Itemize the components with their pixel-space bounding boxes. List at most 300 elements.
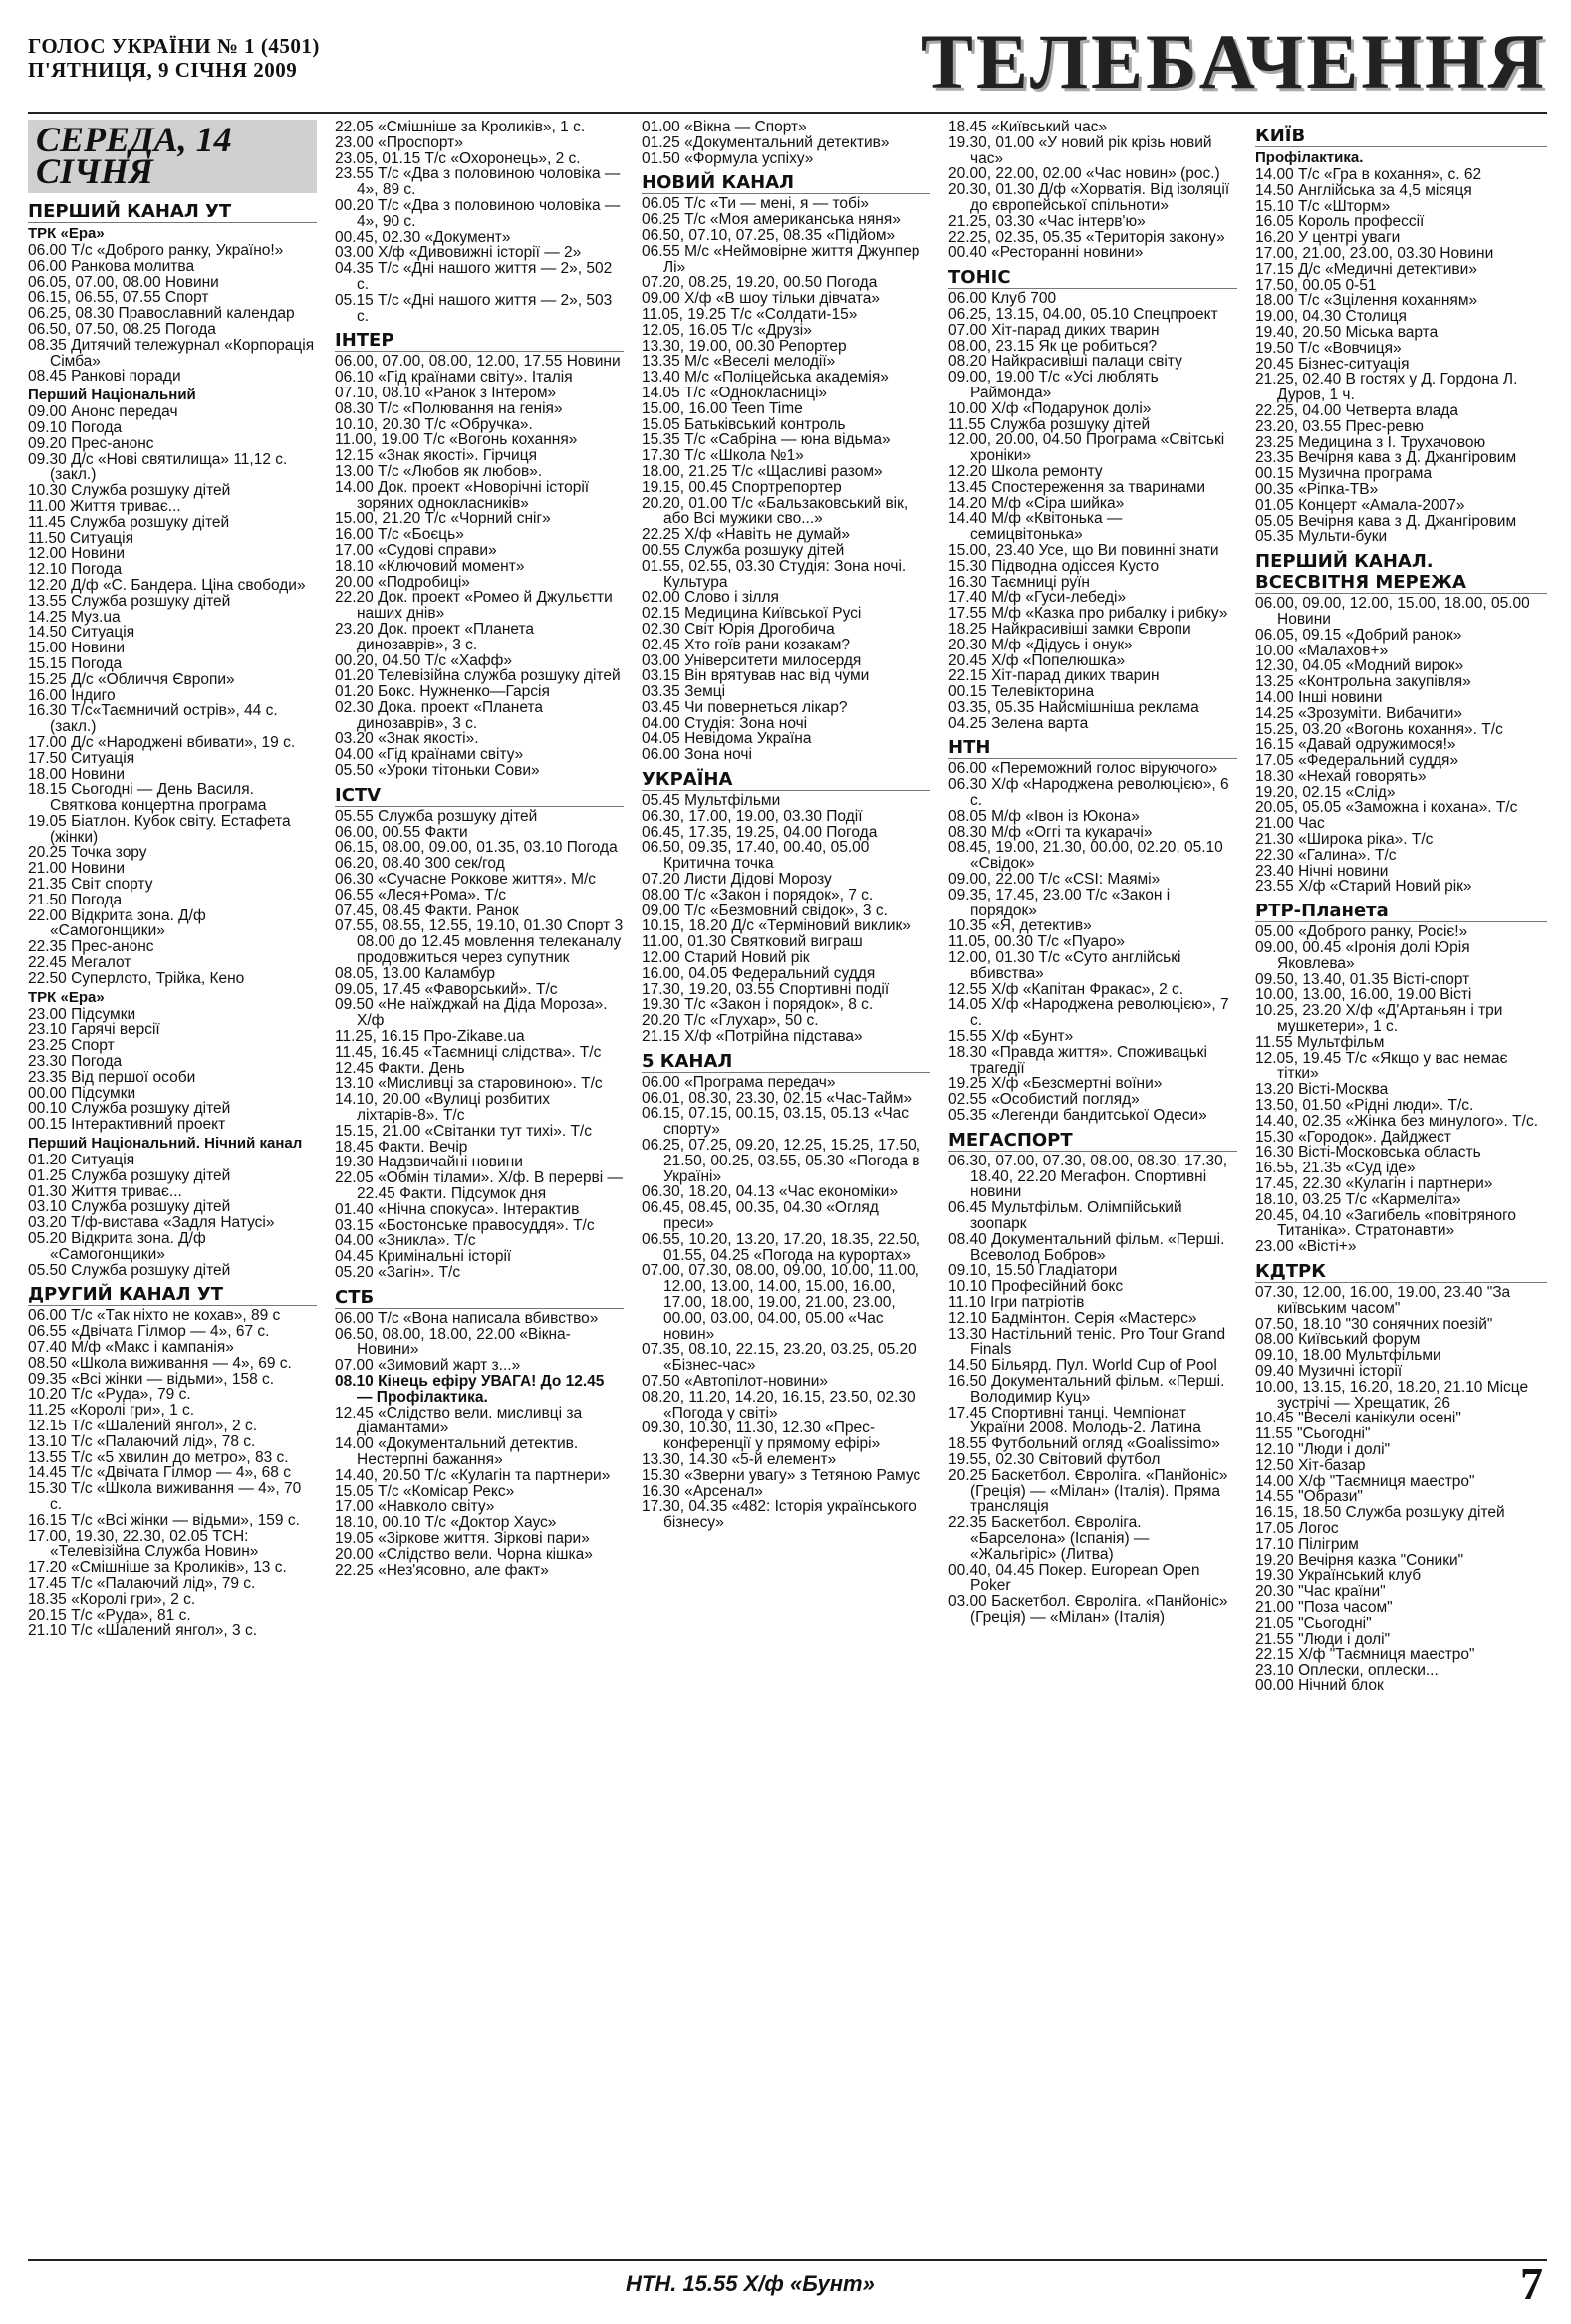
listing-line: 08.45, 19.00, 21.30, 00.00, 02.20, 05.10 «Свідок» (948, 839, 1223, 873)
listing-line: 01.30 Життя триває... (28, 1182, 182, 1200)
listing-line: 23.25 Спорт (28, 1037, 115, 1055)
listing-line: 08.20, 11.20, 14.20, 16.15, 23.50, 02.30 «Погода у світі» (642, 1388, 916, 1421)
listing-line: 06.55, 10.20, 13.20, 17.20, 18.35, 22.50, 01.55, 04.25 «Погода на курортах» (642, 1230, 921, 1264)
listing-line: 17.45 Спортивні танці. Чемпіонат України 2008. Молодь-2. Латина (948, 1404, 1201, 1437)
listing-line: 08.30 М/ф «Оггі та кукарачі» (948, 823, 1153, 841)
listing-line: 13.00 Т/с «Любов як любов». (335, 462, 543, 480)
listing-line: 16.00, 04.05 Федеральний суддя (642, 964, 876, 982)
listing-line: 17.40 М/ф «Гуси-лебеді» (948, 589, 1127, 607)
listing-line: 05.45 Мультфільми (642, 792, 781, 810)
listing-line: 06.01, 08.30, 23.30, 02.15 «Час-Тайм» (642, 1089, 913, 1107)
listing-line: 22.45 Мегалот (28, 954, 131, 972)
listing-line: 16.15 «Давай одружимося!» (1255, 736, 1456, 754)
listing-line: 12.00 Старий Новий рік (642, 949, 810, 967)
listing-line: 01.25 «Документальний детектив» (642, 133, 890, 151)
listing-line: 04.25 Зелена варта (948, 714, 1089, 732)
channel-subheading: Перший Національний. Нічний канал (28, 1135, 303, 1153)
listing-line: 12.00, 20.00, 04.50 Програма «Світські хроніки» (948, 431, 1225, 465)
listing-line: 06.50, 09.35, 17.40, 00.40, 05.00 Критична точка (642, 839, 870, 873)
listing-line: 06.45, 08.45, 00.35, 04.30 «Огляд преси» (642, 1199, 879, 1232)
listing-line: 23.35 Вечірня кава з Д. Джангіровим (1255, 449, 1517, 467)
listing-line: 17.00, 21.00, 23.00, 03.30 Новини (1255, 244, 1494, 262)
listing-line: 10.30 Служба розшуку дітей (28, 482, 231, 500)
page-footer (28, 2259, 1547, 2311)
listing-line: 06.30 Х/ф «Народжена революцією», 6 с. (948, 776, 1229, 810)
listing-line: 11.00, 01.30 Святковий виграш (642, 933, 863, 951)
listing-line: 20.20, 01.00 Т/с «Бальзаковський вік, або Всі мужики сво...» (642, 494, 909, 528)
listing-line: 23.55 Х/ф «Старий Новий рік» (1255, 878, 1472, 896)
listing-line: 10.00, 13.00, 16.00, 19.00 Вісті (1255, 986, 1472, 1004)
channel-heading: ДРУГИЙ КАНАЛ УТ (28, 1284, 317, 1306)
listing-line: 09.35 «Всі жінки — відьми», 158 с. (28, 1370, 275, 1388)
listing-line: 18.10, 03.25 Т/с «Кармеліта» (1255, 1190, 1461, 1208)
listing-line: 17.30 Т/с «Школа №1» (642, 447, 804, 465)
listing-line: 08.50 «Школа виживання — 4», 69 с. (28, 1354, 292, 1372)
listing-line: 20.05, 05.05 «Заможна і кохана». Т/с (1255, 799, 1518, 817)
listing-line: 08.35 Дитячий тележурнал «Корпорація Сімба» (28, 336, 315, 370)
listing-line: 23.55 Т/с «Два з половиною чоловіка — 4», 89 с. (335, 165, 621, 199)
listing-line: 08.00 Київський форум (1255, 1331, 1421, 1349)
listing-line: 12.05, 16.05 Т/с «Друзі» (642, 321, 812, 339)
listing-line: 13.45 Спостереження за тваринами (948, 478, 1206, 496)
listing-line: 09.50, 13.40, 01.35 Вісті-спорт (1255, 970, 1470, 988)
listing-line: 06.45 Мультфільм. Олімпійський зоопарк (948, 1199, 1182, 1232)
listing-line: 15.00 Новини (28, 640, 126, 657)
listing-line: 14.00 Х/ф "Таємниця маестро" (1255, 1472, 1475, 1490)
listing-line: 11.45 Служба розшуку дітей (28, 513, 230, 531)
listing-line: 09.40 Музичні історії (1255, 1362, 1403, 1380)
listing-line: 23.30 Погода (28, 1053, 123, 1071)
listing-line: 06.55 М/с «Неймовірне життя Джунпер Лі» (642, 242, 920, 276)
listing-line: 19.30 Т/с «Закон і порядок», 8 с. (642, 996, 874, 1014)
listing-line: 16.55, 21.35 «Суд іде» (1255, 1160, 1416, 1177)
listing-line: 09.20 Прес-анонс (28, 434, 154, 452)
listing-line: 11.05, 00.30 Т/с «Пуаро» (948, 933, 1125, 951)
listing-line: 21.50 Погода (28, 891, 123, 908)
listing-line: 06.20, 08.40 300 сек/год (335, 855, 505, 873)
listing-line: 11.00, 19.00 Т/с «Вогонь кохання» (335, 431, 578, 449)
listing-line: 22.15 Хіт-парад диких тварин (948, 667, 1160, 685)
listing-line: 18.10 «Ключовий момент» (335, 557, 525, 575)
listing-line: 06.05, 09.15 «Добрий ранок» (1255, 626, 1462, 644)
column-3 (642, 120, 930, 2261)
listing-line: 06.15, 07.15, 00.15, 03.15, 05.13 «Час спорту» (642, 1105, 910, 1139)
listing-line: 14.50 Більярд. Пул. World Cup of Pool (948, 1357, 1217, 1375)
listing-line: 12.15 «Знак якості». Гірчиця (335, 447, 537, 465)
listing-line: 07.20 Листи Дідові Морозу (642, 871, 832, 889)
listing-line: 14.20 М/ф «Сіра шийка» (948, 494, 1125, 512)
listing-line: 12.45 «Слідство вели. мисливці за діамантами» (335, 1404, 583, 1437)
listing-line: 17.30, 19.20, 03.55 Спортивні події (642, 980, 890, 998)
listing-line: 18.15 Сьогодні — День Василя. Святкова концертна програма (28, 781, 267, 815)
listing-line: 07.50, 18.10 "30 сонячних поезій" (1255, 1315, 1493, 1333)
listing-line: 15.15 Погода (28, 654, 123, 672)
listing-line: 03.35 Земці (642, 683, 726, 701)
listing-line: 20.15 Т/с «Руда», 81 с. (28, 1606, 191, 1624)
listing-line: 15.15, 21.00 «Світанки тут тихі». Т/с (335, 1122, 592, 1140)
listing-line: 06.00 Ранкова молитва (28, 257, 195, 275)
listing-line: 05.05 Вечірня кава з Д. Джангіровим (1255, 512, 1517, 530)
listing-line: 16.30 Таємниці руїн (948, 573, 1090, 591)
listing-line: 22.00 Відкрита зона. Д/ф «Самогонщики» (28, 906, 206, 940)
listing-line: 03.15 Він врятував нас від чуми (642, 667, 870, 685)
listing-line: 06.45, 17.35, 19.25, 04.00 Погода (642, 823, 878, 841)
channel-heading: СТБ (335, 1287, 624, 1309)
listing-line: 20.20 Т/с «Глухар», 50 с. (642, 1012, 819, 1030)
listing-line: 02.15 Медицина Київської Русі (642, 605, 862, 623)
listing-line: 14.10, 20.00 «Вулиці розбитих ліхтарів-8». Т/с (335, 1091, 551, 1125)
listing-line: 07.50 «Автопілот-новини» (642, 1372, 828, 1390)
listing-line: 10.00 «Малахов+» (1255, 642, 1389, 659)
listing-line: 00.00 Нічний блок (1255, 1677, 1384, 1694)
listing-line: 01.00 «Вікна — Спорт» (642, 120, 807, 135)
listing-line: 13.30, 14.30 «5-й елемент» (642, 1450, 837, 1468)
listing-line: 18.45 Факти. Вечір (335, 1138, 468, 1156)
listing-line: 03.20 «Знак якості». (335, 730, 479, 748)
day-heading: СЕРЕДА, 14 СІЧНЯ (28, 120, 317, 193)
listing-line: 11.55 "Сьогодні" (1255, 1425, 1371, 1443)
listing-line: 09.10, 15.50 Гладіатори (948, 1262, 1118, 1280)
listing-line: 23.35 Від першої особи (28, 1068, 196, 1086)
listing-line: 07.35, 08.10, 22.15, 23.20, 03.25, 05.20 «Бізнес-час» (642, 1341, 916, 1375)
listing-line: 06.05, 07.00, 08.00 Новини (28, 273, 219, 291)
listing-line: 05.50 Служба розшуку дітей (28, 1261, 231, 1279)
listing-line: 06.05 Т/с «Ти — мені, я — тобі» (642, 195, 869, 213)
listing-line: 13.20 Вісті-Москва (1255, 1081, 1389, 1099)
listing-line: 16.15, 18.50 Служба розшуку дітей (1255, 1504, 1505, 1522)
listing-line: 20.25 Баскетбол. Євроліга. «Панйоніс» (Греція) — «Мілан» (Італія). Пряма трансляція (948, 1466, 1228, 1516)
listing-line: 14.40 М/ф «Квітонька — семицвітонька» (948, 510, 1123, 544)
listing-line: 08.20 Найкрасивіші палаци світу (948, 353, 1182, 371)
listing-line: 00.20 Т/с «Два з половиною чоловіка — 4», 90 с. (335, 196, 621, 230)
page-number: 7 (1520, 2258, 1543, 2309)
listing-line: 09.00 Х/ф «В шоу тільки дівчата» (642, 290, 880, 308)
issue-date: П'ЯТНИЦЯ, 9 СІЧНЯ 2009 (28, 58, 298, 82)
listing-line: 07.00, 07.30, 08.00, 09.00, 10.00, 11.00, 12.00, 13.00, 14.00, 15.00, 16.00, 17.00, 18.00, 19.00, 21.00, 23.00, 00.00, 03.00, 04.00, 05.00 «Час новин» (642, 1262, 919, 1343)
listing-line: 11.10 Ігри патріотів (948, 1293, 1085, 1311)
channel-heading: ICTV (335, 785, 624, 807)
listing-line: 22.15 Х/ф "Таємниця маестро" (1255, 1646, 1475, 1664)
listing-line: 16.30 Т/с«Таємничий острів», 44 с. (закл.) (28, 702, 278, 736)
listing-line: 19.20, 02.15 «Слід» (1255, 783, 1396, 801)
listing-line: 17.55 М/ф «Казка про рибалку і рибку» (948, 605, 1228, 623)
listing-line: 23.00 «Вісті+» (1255, 1238, 1357, 1256)
listing-line: 10.45 "Веселі канікули осені" (1255, 1410, 1461, 1427)
listing-line: 13.10 Т/с «Палаючий лід», 78 с. (28, 1432, 256, 1450)
listing-line: 15.25 Д/с «Обличчя Європи» (28, 670, 235, 688)
listing-line: 16.20 У центрі уваги (1255, 229, 1401, 247)
listing-line: 19.55, 02.30 Світовий футбол (948, 1450, 1161, 1468)
listing-line: 00.15 Інтерактивний проект (28, 1116, 226, 1134)
listing-line: 18.55 Футбольний огляд «Goalissimo» (948, 1435, 1220, 1453)
listing-line: 00.00 Підсумки (28, 1084, 136, 1102)
listing-line: 12.10 Бадмінтон. Серія «Мастерс» (948, 1309, 1197, 1327)
listing-line: 12.05, 19.45 Т/с «Якщо у вас немає тітки» (1255, 1049, 1508, 1083)
listing-line: 15.00, 21.20 Т/с «Чорний сніг» (335, 510, 551, 528)
listing-line: 21.25, 03.30 «Час інтерв'ю» (948, 212, 1146, 230)
listing-line: 07.10, 08.10 «Ранок з Інтером» (335, 384, 557, 401)
listing-line: 03.00 Баскетбол. Євроліга. «Панйоніс» (Греція) — «Мілан» (Італія) (948, 1593, 1228, 1626)
listing-line: 09.50 «Не наїжджай на Діда Мороза». Х/ф (335, 996, 608, 1030)
listing-line: 15.10 Т/с «Шторм» (1255, 197, 1391, 215)
listing-line: 08.45 Ранкові поради (28, 368, 181, 386)
listing-line: 05.00 «Доброго ранку, Росіє!» (1255, 923, 1468, 941)
listing-line: 17.45, 22.30 «Кулагін і партнери» (1255, 1175, 1493, 1193)
listing-line: 20.25 Точка зору (28, 844, 147, 862)
channel-heading: КДТРК (1255, 1261, 1547, 1283)
listing-line: 00.40 «Ресторанні новини» (948, 244, 1144, 262)
listing-line: 20.45, 04.10 «Загибель «повітряного Титаніка». Стратонавти» (1255, 1206, 1517, 1240)
listing-line: 15.05 Батьківський контроль (642, 415, 846, 433)
listing-line: 11.00 Життя триває... (28, 497, 181, 515)
listing-line: 03.00 Університети милосердя (642, 651, 862, 669)
listing-line: 22.05 «Обмін тілами». Х/ф. В перерві — 22.45 Факти. Підсумок дня (335, 1169, 624, 1202)
listing-line: 14.55 "Образи" (1255, 1488, 1363, 1506)
listing-line: 15.30 «Городок». Дайджест (1255, 1128, 1451, 1146)
listing-line: 14.05 Т/с «Однокласниці» (642, 384, 828, 401)
column-5 (1255, 120, 1547, 2261)
listing-line: 15.00, 23.40 Усе, що Ви повинні знати (948, 541, 1219, 559)
listing-line: 06.25 Т/с «Моя американська няня» (642, 211, 901, 229)
column-2 (335, 120, 624, 2261)
listing-line: 08.40 Документальний фільм. «Перші. Всеволод Бобров» (948, 1230, 1225, 1264)
channel-heading: ТОНІС (948, 267, 1237, 289)
listing-line: 22.35 Прес-анонс (28, 938, 154, 956)
listing-line: 08.05 М/ф «Івон із Юкона» (948, 807, 1140, 825)
listing-line: 10.20 Т/с «Руда», 79 с. (28, 1386, 191, 1404)
listing-line: 23.40 Нічні новини (1255, 862, 1389, 880)
section-title: ТЕЛЕБАЧЕННЯ (920, 18, 1547, 105)
listing-line: 13.55 Служба розшуку дітей (28, 592, 231, 610)
listing-line: 08.05, 13.00 Каламбур (335, 964, 496, 982)
listing-line: 07.20, 08.25, 19.20, 00.50 Погода (642, 274, 878, 292)
listing-line: 17.20 «Смішніше за Кроликів», 13 с. (28, 1559, 287, 1577)
listing-line: 18.10, 00.10 Т/с «Доктор Хаус» (335, 1514, 557, 1532)
listing-line: 07.55, 08.55, 12.55, 19.10, 01.30 Спорт 3 08.00 до 12.45 мовлення телеканалу продовжиться через супутник (335, 917, 624, 967)
listing-line: 17.50 Ситуація (28, 749, 135, 767)
channel-heading: КИЇВ (1255, 126, 1547, 147)
listing-line: 01.25 Служба розшуку дітей (28, 1166, 231, 1184)
listing-line: 01.20 Телевізійна служба розшуку дітей (335, 667, 621, 685)
listing-line: 05.15 Т/с «Дні нашого життя — 2», 503 с. (335, 291, 613, 325)
listing-line: 23.20, 03.55 Прес-ревю (1255, 417, 1424, 435)
listing-line: 06.00 Т/с «Доброго ранку, Україно!» (28, 242, 284, 259)
listing-line: 23.10 Гарячі версії (28, 1021, 160, 1039)
listing-line: 12.50 Хіт-базар (1255, 1456, 1366, 1474)
listing-line: 15.00, 16.00 Teen Time (642, 399, 803, 417)
listing-line: 18.00 Т/с «Зцілення коханням» (1255, 292, 1478, 310)
listing-line: 06.00 Клуб 700 (948, 290, 1057, 308)
listing-line: 06.15, 06.55, 07.55 Спорт (28, 289, 209, 307)
listing-line: 23.00 «Проспорт» (335, 133, 463, 151)
highlight-note: НТН. 15.55 Х/ф «Бунт» (626, 2271, 875, 2296)
listing-line: 13.10 «Мисливці за старовиною». Т/с (335, 1075, 603, 1093)
listing-line: 13.50, 01.50 «Рідні люди». Т/с. (1255, 1097, 1474, 1115)
listing-line: 07.00 Хіт-парад диких тварин (948, 321, 1160, 339)
listing-line: 19.40, 20.50 Міська варта (1255, 323, 1439, 341)
listing-line: 09.10 Погода (28, 418, 123, 436)
listing-line: 21.00 Новини (28, 860, 126, 878)
listing-line: 00.20, 04.50 Т/с «Хафф» (335, 651, 513, 669)
listing-line: 17.45 Т/с «Палаючий лід», 79 с. (28, 1574, 256, 1592)
listing-line: 22.25, 02.35, 05.35 «Територія закону» (948, 228, 1225, 246)
listing-line: 01.40 «Нічна спокуса». Інтерактив (335, 1200, 580, 1218)
listing-line: 22.20 Док. проект «Ромео й Джульєтти наших днів» (335, 589, 613, 623)
listing-line: 20.00 «Подробиці» (335, 573, 470, 591)
listing-line: 12.45 Факти. День (335, 1059, 465, 1077)
listing-line: 06.30, 18.20, 04.13 «Час економіки» (642, 1183, 899, 1201)
listing-line: 06.25, 13.15, 04.00, 05.10 Спецпроект (948, 305, 1218, 323)
listing-line: 06.15, 08.00, 09.00, 01.35, 03.10 Погода (335, 839, 618, 857)
listing-line: 23.05, 01.15 Т/с «Охоронець», 2 с. (335, 149, 581, 167)
listing-line: 20.30, 01.30 Д/ф «Хорватія. Від ізоляції до європейської спільноти» (948, 181, 1230, 214)
channel-heading: НТН (948, 737, 1237, 759)
listing-line: 16.30 «Арсенал» (642, 1482, 763, 1500)
channel-heading: УКРАЇНА (642, 769, 930, 791)
listing-line: 23.25 Медицина з І. Трухачовою (1255, 433, 1486, 451)
listing-line: 16.00 Т/с «Боєць» (335, 526, 464, 544)
listing-line: 03.45 Чи повернеться лікар? (642, 698, 848, 716)
listing-line: 12.20 Школа ремонту (948, 462, 1103, 480)
listing-line: 18.25 Найкрасивіші замки Європи (948, 620, 1191, 638)
listing-line: 13.55 Т/с «5 хвилин до метро», 83 с. (28, 1448, 289, 1466)
listing-line: 17.10 Пілігрим (1255, 1535, 1359, 1553)
listing-line: 09.30, 10.30, 11.30, 12.30 «Прес-конференції у прямому ефірі» (642, 1420, 881, 1453)
column-4 (948, 120, 1237, 2261)
listing-line: 07.30, 12.00, 16.00, 19.00, 23.40 "За київським часом" (1255, 1284, 1511, 1317)
listing-line: 06.00 Т/с «Так ніхто не кохав», 89 с (28, 1307, 281, 1325)
listing-line: 21.10 Т/с «Шалений янгол», 3 с. (28, 1622, 258, 1640)
listing-line: 06.00 Т/с «Вона написала вбивство» (335, 1309, 599, 1327)
listing-line: 14.00 Док. проект «Новорічні історії зоряних однокласників» (335, 478, 590, 512)
listing-line: 21.00 Час (1255, 815, 1325, 833)
listing-line: 00.35 «Ріпка-ТВ» (1255, 480, 1379, 498)
listing-line: 00.40, 04.45 Покер. European Open Poker (948, 1561, 1200, 1595)
listing-line: 10.15, 18.20 Д/с «Терміновий виклик» (642, 917, 911, 935)
listing-line: 09.10, 18.00 Мультфільми (1255, 1347, 1441, 1365)
channel-heading: НОВИЙ КАНАЛ (642, 172, 930, 194)
listing-line: 06.25, 08.30 Православний календар (28, 305, 295, 323)
listing-line: 05.35 «Легенди бандитської Одеси» (948, 1107, 1207, 1125)
listing-line: 03.20 Т/ф-вистава «Задля Натусі» (28, 1214, 275, 1232)
listing-line: 18.00 Новини (28, 765, 126, 783)
listing-line: 04.00 «Зникла». Т/с (335, 1232, 476, 1250)
listing-line: 11.45, 16.45 «Таємниці слідства». Т/с (335, 1043, 602, 1061)
listing-line: 02.45 Хто гоїв рани козакам? (642, 636, 850, 653)
listing-line: 22.50 Суперлото, Трійка, Кено (28, 969, 245, 987)
listing-line: 00.45, 02.30 «Документ» (335, 228, 511, 246)
listing-line: 14.05 Х/ф «Народжена революцією», 7 с. (948, 996, 1229, 1030)
listing-line: 14.50 Англійська за 4,5 місяця (1255, 181, 1472, 199)
listing-line: 17.00 Д/с «Народжені вбивати», 19 с. (28, 733, 296, 751)
listing-line: 20.30 М/ф «Дідусь і онук» (948, 636, 1133, 653)
listing-line: 10.10 Професійний бокс (948, 1278, 1124, 1296)
listing-line: 08.30 Т/с «Полювання на генія» (335, 399, 563, 417)
listing-line: 15.30 Т/с «Школа виживання — 4», 70 с. (28, 1480, 302, 1513)
listing-line: 05.55 Служба розшуку дітей (335, 807, 538, 825)
masthead-rule (28, 112, 1547, 114)
listing-line: 17.50, 00.05 0-51 (1255, 276, 1377, 294)
listings (28, 120, 1547, 2261)
listing-line: 02.55 «Особистий погляд» (948, 1091, 1140, 1109)
listing-line: 16.00 Індиго (28, 686, 116, 704)
listing-line: 00.15 Телевікторина (948, 683, 1095, 701)
listing-line: 08.00 Т/с «Закон і порядок», 7 с. (642, 886, 874, 904)
listing-line: 10.25, 23.20 Х/ф «Д'Артаньян і три мушкетери», 1 с. (1255, 1002, 1503, 1036)
paper-name: ГОЛОС УКРАЇНИ № 1 (4501) (28, 34, 320, 58)
listing-line: 06.50, 08.00, 18.00, 22.00 «Вікна-Новини» (335, 1325, 571, 1359)
listing-line: 06.55 «Леся+Рома». Т/с (335, 886, 507, 904)
listing-line: 13.40 М/с «Поліцейська академія» (642, 369, 889, 387)
listing-line: 11.25, 16.15 Про-Zikaвe.ua (335, 1028, 525, 1046)
listing-line: 07.45, 08.45 Факти. Ранок (335, 902, 519, 919)
listing-line: 15.30 Підводна одіссея Кусто (948, 557, 1160, 575)
listing-line: 21.25, 02.40 В гостях у Д. Гордона Л. Дуров, 1 ч. (1255, 371, 1518, 404)
channel-heading: 5 КАНАЛ (642, 1051, 930, 1073)
listing-line: 13.30 Настільний теніс. Pro Tour Grand Finals (948, 1325, 1226, 1359)
listing-line: 19.00, 04.30 Столиця (1255, 308, 1407, 326)
listing-line: 12.55 Х/ф «Капітан Фракас», 2 с. (948, 980, 1184, 998)
listing-line: 00.10 Служба розшуку дітей (28, 1100, 231, 1118)
listing-line: 12.10 "Люди і долі" (1255, 1440, 1391, 1458)
listing-line: 04.00 Студія: Зона ночі (642, 714, 808, 732)
listing-line: 01.05 Концерт «Амала-2007» (1255, 496, 1465, 514)
listing-line: 09.00, 19.00 Т/с «Усі люблять Раймонда» (948, 369, 1159, 401)
listing-line: 15.30 «Зверни увагу» з Тетяною Рамус (642, 1466, 921, 1484)
listing-line: 06.30, 07.00, 07.30, 08.00, 08.30, 17.30, 18.40, 22.20 Мегафон. Спортивні новини (948, 1152, 1228, 1201)
listing-line: 06.10 «Гід країнами світу». Італія (335, 369, 573, 387)
listing-line: 00.55 Служба розшуку дітей (642, 541, 845, 559)
listing-line: 18.00, 21.25 Т/с «Щасливі разом» (642, 462, 883, 480)
listing-line: 06.30 «Сучасне Роккове життя». М/с (335, 871, 597, 889)
listing-line: 18.35 «Королі гри», 2 с. (28, 1590, 196, 1608)
listing-line: 03.35, 05.35 Найсмішніша реклама (948, 698, 1199, 716)
listing-line: 14.45 Т/с «Двічата Гілмор — 4», 68 с (28, 1464, 291, 1482)
listing-line: 06.00, 00.55 Факти (335, 823, 468, 841)
listing-line: 12.30, 04.05 «Модний вирок» (1255, 657, 1464, 675)
listing-line: 06.55 «Двічата Гілмор — 4», 67 с. (28, 1323, 270, 1341)
listing-line: 16.05 Король профессії (1255, 213, 1425, 231)
listing-line: 11.25 «Королі гри», 1 с. (28, 1402, 195, 1420)
listing-line: 04.00 «Гід країнами світу» (335, 746, 524, 764)
listing-line: 21.05 "Сьогодні" (1255, 1614, 1372, 1632)
listing-line: 09.35, 17.45, 23.00 Т/с «Закон і порядок» (948, 886, 1171, 919)
listing-line: 05.50 «Уроки тітоньки Сови» (335, 762, 540, 780)
listing-line: 20.00 «Слідство вели. Чорна кішка» (335, 1545, 593, 1563)
listing-line: 19.30 Український клуб (1255, 1567, 1422, 1585)
listing-line: 06.50, 07.50, 08.25 Погода (28, 320, 216, 338)
listing-line: 06.25, 07.25, 09.20, 12.25, 15.25, 17.50, 21.50, 00.25, 03.55, 05.30 «Погода в Україні» (642, 1137, 921, 1185)
listing-line: 04.45 Кримінальні історії (335, 1248, 512, 1266)
listing-line: 07.40 М/ф «Макс і кампанія» (28, 1339, 234, 1356)
listing-line: 15.55 Х/ф «Бунт» (948, 1028, 1074, 1046)
channel-heading: МЕГАСПОРТ (948, 1130, 1237, 1152)
masthead (28, 18, 1547, 106)
listing-line: 20.45 Х/ф «Попелюшка» (948, 651, 1126, 669)
listing-line: 20.00, 22.00, 02.00 «Час новин» (рос.) (948, 165, 1220, 183)
listing-line: 17.05 «Федеральний суддя» (1255, 752, 1459, 770)
listing-line: 22.25, 04.00 Четверта влада (1255, 401, 1459, 419)
channel-subheading: ТРК «Ера» (28, 988, 105, 1006)
listing-line: 19.25 Х/ф «Безсмертні воїни» (948, 1075, 1163, 1093)
listing-line: 22.35 Баскетбол. Євроліга. «Барселона» (Іспанія) — «Жальгіріс» (Литва) (948, 1514, 1150, 1563)
listing-line: 17.05 Логос (1255, 1519, 1339, 1537)
listing-line: 02.00 Слово і зілля (642, 589, 779, 607)
listing-line: 01.50 «Формула успіху» (642, 149, 814, 167)
listing-line: 17.00 «Судові справи» (335, 541, 497, 559)
listing-line: 12.20 Д/ф «С. Бандера. Ціна свободи» (28, 576, 306, 594)
listing-line: 20.45 Бізнес-ситуація (1255, 355, 1410, 373)
